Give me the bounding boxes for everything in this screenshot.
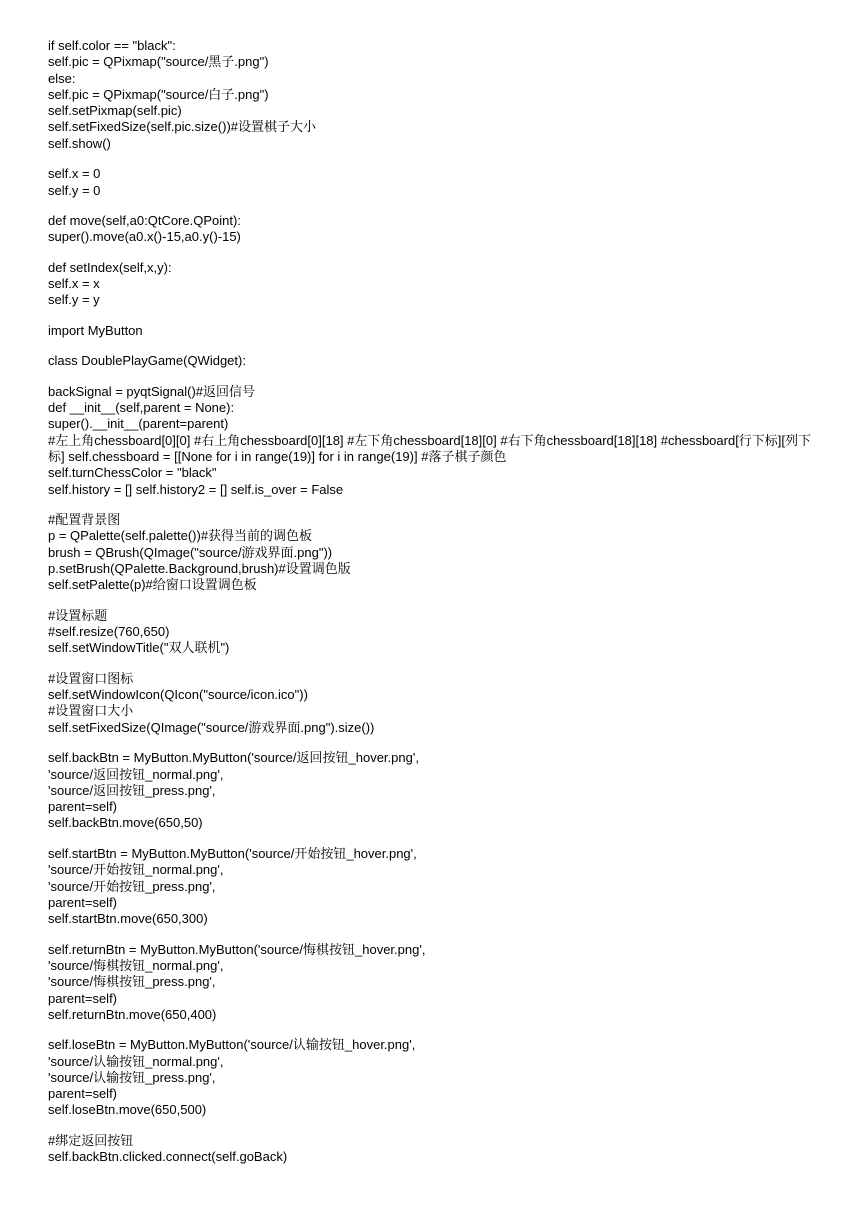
code-line: else: [48,70,76,86]
code-line: self.pic = QPixmap("source/黑子.png") [48,54,269,70]
code-block-init [48,384,824,498]
code-line: parent=self) [48,990,118,1006]
code-line: parent=self) [48,894,118,910]
code-line: self.setWindowTitle("双人联机") [48,640,230,656]
code-line: self.setPalette(p)#给窗口设置调色板 [48,577,257,593]
code-line: self.setFixedSize(self.pic.size())#设置棋子大小 [48,119,316,135]
code-block-piece-color [48,38,824,152]
code-block-background [48,512,824,593]
code-line: #设置标题 [48,607,108,623]
code-line: #左上角chessboard[0][0] #右上角chessboard[0][18] #左下角chessboard[18][0] #右下角chessboard[18][18] #chessboard[行下标][列下标] self.chessboard = [[None for i in range(19)] for i in range(19)] #落子棋子颜色 [48,432,812,465]
code-line: self.setWindowIcon(QIcon("source/icon.ico")) [48,687,308,703]
code-block-window-icon [48,671,824,736]
code-line: p = QPalette(self.palette())#获得当前的调色板 [48,528,313,544]
code-block-lose-button [48,1037,824,1118]
code-block-back-button [48,750,824,831]
code-block-title [48,608,824,657]
code-line: 'source/开始按钮_press.png', [48,878,216,894]
code-line: parent=self) [48,1086,118,1102]
code-line: def setIndex(self,x,y): [48,259,172,275]
code-line: #配置背景图 [48,512,121,528]
code-line: if self.color == "black": [48,38,176,53]
code-line: p.setBrush(QPalette.Background,brush)#设置调色版 [48,561,351,577]
code-line: self.turnChessColor = "black" [48,465,217,481]
code-line: self.setPixmap(self.pic) [48,103,182,119]
code-line: brush = QBrush(QImage("source/游戏界面.png")) [48,544,333,560]
code-line: backSignal = pyqtSignal()#返回信号 [48,383,256,399]
code-block-set-index [48,260,824,309]
code-line: super().move(a0.x()-15,a0.y()-15) [48,229,241,245]
code-line: 'source/返回按钮_press.png', [48,782,216,798]
code-line: def __init__(self,parent = None): [48,400,235,416]
code-block-move [48,213,824,246]
code-line: #设置窗口大小 [48,703,134,719]
code-line: self.backBtn.move(650,50) [48,815,203,831]
code-line: self.startBtn = MyButton.MyButton('source/开始按钮_hover.png', [48,845,417,861]
code-line: 'source/认输按钮_press.png', [48,1069,216,1085]
code-line: self.loseBtn = MyButton.MyButton('source/认输按钮_hover.png', [48,1037,416,1053]
code-line: self.returnBtn.move(650,400) [48,1006,217,1022]
code-line: self.setFixedSize(QImage("source/游戏界面.png").size()) [48,719,375,735]
code-line: self.y = 0 [48,182,101,198]
code-line: self.x = 0 [48,166,101,182]
code-line: self.backBtn.clicked.connect(self.goBack) [48,1149,288,1165]
code-line: self.y = y [48,292,100,308]
document-page [48,38,824,1180]
code-line: 'source/返回按钮_normal.png', [48,766,224,782]
code-line: self.startBtn.move(650,300) [48,911,208,927]
code-line: 'source/悔棋按钮_normal.png', [48,957,224,973]
code-line: self.show() [48,135,111,151]
code-line: super().__init__(parent=parent) [48,416,229,432]
code-block-coords [48,166,824,199]
code-line: 'source/认输按钮_normal.png', [48,1053,224,1069]
code-block-return-button [48,942,824,1023]
code-line: #self.resize(760,650) [48,624,170,640]
code-line: self.pic = QPixmap("source/白子.png") [48,86,269,102]
code-line: #绑定返回按钮 [48,1132,134,1148]
code-line: def move(self,a0:QtCore.QPoint): [48,213,241,229]
code-line: class DoublePlayGame(QWidget): [48,353,246,369]
code-line: import MyButton [48,322,143,338]
code-line: self.loseBtn.move(650,500) [48,1102,207,1118]
code-line: 'source/悔棋按钮_press.png', [48,974,216,990]
code-line: self.history = [] self.history2 = [] self.is_over = False [48,481,344,497]
code-block-start-button [48,846,824,927]
code-line: parent=self) [48,799,118,815]
code-line: self.x = x [48,276,100,292]
code-block-import [48,323,824,339]
code-line: self.backBtn = MyButton.MyButton('source/返回按钮_hover.png', [48,750,419,766]
code-line: self.returnBtn = MyButton.MyButton('source/悔棋按钮_hover.png', [48,941,426,957]
code-block-bind-back [48,1133,824,1166]
code-block-class-def [48,353,824,369]
code-line: 'source/开始按钮_normal.png', [48,862,224,878]
code-line: #设置窗口图标 [48,670,134,686]
